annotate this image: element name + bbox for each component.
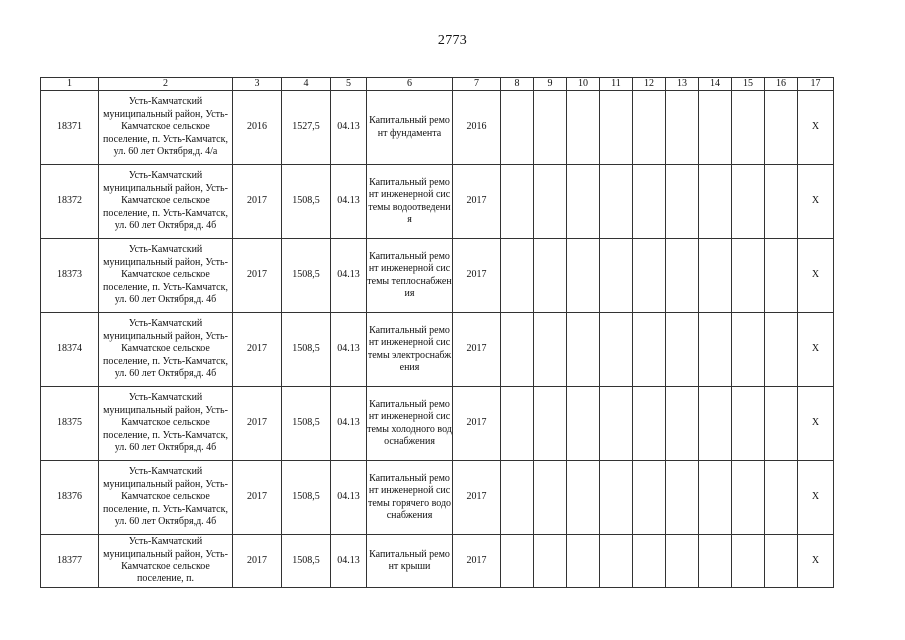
address-cell: Усть-Камчатский муниципальный район, Усть-Камчатское сельское поселение, п.: [99, 535, 233, 588]
row-id-cell: 18371: [41, 91, 99, 165]
empty-cell: [765, 165, 798, 239]
empty-cell: [732, 91, 765, 165]
column-header: 3: [233, 78, 282, 91]
address-cell: Усть-Камчатский муниципальный район, Усть-Камчатское сельское поселение, п. Усть-Камчатск, ул. 60 лет Октября,д. 4б: [99, 313, 233, 387]
column-header: 13: [666, 78, 699, 91]
empty-cell: [699, 239, 732, 313]
mark-cell: Х: [798, 461, 834, 535]
empty-cell: [633, 313, 666, 387]
empty-cell: [567, 387, 600, 461]
empty-cell: [666, 313, 699, 387]
area-cell: 1508,5: [282, 387, 331, 461]
empty-cell: [501, 461, 534, 535]
empty-cell: [534, 239, 567, 313]
row-id-cell: 18376: [41, 461, 99, 535]
year-built-cell: 2017: [233, 387, 282, 461]
row-id-cell: 18373: [41, 239, 99, 313]
empty-cell: [567, 91, 600, 165]
empty-cell: [534, 387, 567, 461]
empty-cell: [732, 239, 765, 313]
empty-cell: [501, 91, 534, 165]
empty-cell: [699, 165, 732, 239]
empty-cell: [699, 387, 732, 461]
empty-cell: [600, 535, 633, 588]
table-row: [41, 165, 834, 239]
empty-cell: [534, 461, 567, 535]
area-cell: 1508,5: [282, 239, 331, 313]
empty-cell: [600, 165, 633, 239]
address-cell: Усть-Камчатский муниципальный район, Усть-Камчатское сельское поселение, п. Усть-Камчатск, ул. 60 лет Октября,д. 4б: [99, 239, 233, 313]
column-header: 10: [567, 78, 600, 91]
empty-cell: [732, 461, 765, 535]
empty-cell: [600, 387, 633, 461]
work-type-cell: Капитальный ремонт инженерной системы водоотведения: [367, 165, 453, 239]
empty-cell: [765, 461, 798, 535]
code-cell: 04.13: [331, 387, 367, 461]
empty-cell: [699, 313, 732, 387]
row-id-cell: 18375: [41, 387, 99, 461]
code-cell: 04.13: [331, 91, 367, 165]
table-row: [41, 239, 834, 313]
empty-cell: [699, 461, 732, 535]
table-row: [41, 535, 834, 588]
column-header: 7: [453, 78, 501, 91]
empty-cell: [534, 165, 567, 239]
empty-cell: [633, 535, 666, 588]
area-cell: 1508,5: [282, 535, 331, 588]
empty-cell: [567, 165, 600, 239]
mark-cell: Х: [798, 165, 834, 239]
empty-cell: [633, 239, 666, 313]
plan-year-cell: 2017: [453, 387, 501, 461]
area-cell: 1527,5: [282, 91, 331, 165]
mark-cell: Х: [798, 313, 834, 387]
column-header: 11: [600, 78, 633, 91]
empty-cell: [600, 313, 633, 387]
empty-cell: [765, 387, 798, 461]
plan-year-cell: 2017: [453, 461, 501, 535]
work-type-cell: Капитальный ремонт инженерной системы холодного водоснабжения: [367, 387, 453, 461]
empty-cell: [666, 461, 699, 535]
table-row: [41, 313, 834, 387]
empty-cell: [666, 239, 699, 313]
empty-cell: [567, 535, 600, 588]
empty-cell: [666, 91, 699, 165]
work-type-cell: Капитальный ремонт инженерной системы электроснабжения: [367, 313, 453, 387]
work-type-cell: Капитальный ремонт инженерной системы теплоснабжения: [367, 239, 453, 313]
code-cell: 04.13: [331, 165, 367, 239]
empty-cell: [534, 535, 567, 588]
row-id-cell: 18377: [41, 535, 99, 588]
empty-cell: [732, 387, 765, 461]
row-id-cell: 18374: [41, 313, 99, 387]
empty-cell: [765, 91, 798, 165]
page-number: 2773: [437, 33, 468, 48]
mark-cell: Х: [798, 239, 834, 313]
plan-year-cell: 2017: [453, 313, 501, 387]
work-type-cell: Капитальный ремонт инженерной системы горячего водоснабжения: [367, 461, 453, 535]
column-header: 1: [41, 78, 99, 91]
work-type-cell: Капитальный ремонт крыши: [367, 535, 453, 588]
column-header: 5: [331, 78, 367, 91]
table-row: [41, 91, 834, 165]
repair-register-table: [40, 77, 834, 588]
mark-cell: Х: [798, 535, 834, 588]
empty-cell: [666, 535, 699, 588]
address-cell: Усть-Камчатский муниципальный район, Усть-Камчатское сельское поселение, п. Усть-Камчатск, ул. 60 лет Октября,д. 4б: [99, 387, 233, 461]
empty-cell: [567, 239, 600, 313]
column-header: 4: [282, 78, 331, 91]
empty-cell: [534, 313, 567, 387]
column-header: 12: [633, 78, 666, 91]
year-built-cell: 2017: [233, 239, 282, 313]
empty-cell: [600, 239, 633, 313]
address-cell: Усть-Камчатский муниципальный район, Усть-Камчатское сельское поселение, п. Усть-Камчатск, ул. 60 лет Октября,д. 4б: [99, 461, 233, 535]
plan-year-cell: 2017: [453, 239, 501, 313]
column-header: 16: [765, 78, 798, 91]
header-row: [41, 78, 834, 91]
empty-cell: [633, 165, 666, 239]
empty-cell: [633, 387, 666, 461]
empty-cell: [666, 165, 699, 239]
year-built-cell: 2016: [233, 91, 282, 165]
column-header: 14: [699, 78, 732, 91]
area-cell: 1508,5: [282, 165, 331, 239]
empty-cell: [633, 461, 666, 535]
plan-year-cell: 2017: [453, 165, 501, 239]
empty-cell: [534, 91, 567, 165]
empty-cell: [600, 461, 633, 535]
empty-cell: [600, 91, 633, 165]
year-built-cell: 2017: [233, 313, 282, 387]
address-cell: Усть-Камчатский муниципальный район, Усть-Камчатское сельское поселение, п. Усть-Камчатск, ул. 60 лет Октября,д. 4/а: [99, 91, 233, 165]
column-header: 8: [501, 78, 534, 91]
table-row: [41, 461, 834, 535]
column-header: 2: [99, 78, 233, 91]
empty-cell: [732, 535, 765, 588]
address-cell: Усть-Камчатский муниципальный район, Усть-Камчатское сельское поселение, п. Усть-Камчатск, ул. 60 лет Октября,д. 4б: [99, 165, 233, 239]
empty-cell: [765, 239, 798, 313]
year-built-cell: 2017: [233, 461, 282, 535]
empty-cell: [699, 535, 732, 588]
year-built-cell: 2017: [233, 535, 282, 588]
area-cell: 1508,5: [282, 461, 331, 535]
plan-year-cell: 2016: [453, 91, 501, 165]
empty-cell: [765, 535, 798, 588]
column-header: 6: [367, 78, 453, 91]
empty-cell: [501, 313, 534, 387]
column-header: 15: [732, 78, 765, 91]
empty-cell: [666, 387, 699, 461]
mark-cell: Х: [798, 387, 834, 461]
empty-cell: [765, 313, 798, 387]
row-id-cell: 18372: [41, 165, 99, 239]
empty-cell: [699, 91, 732, 165]
table-row: [41, 387, 834, 461]
code-cell: 04.13: [331, 461, 367, 535]
empty-cell: [501, 165, 534, 239]
empty-cell: [633, 91, 666, 165]
code-cell: 04.13: [331, 239, 367, 313]
code-cell: 04.13: [331, 313, 367, 387]
empty-cell: [567, 461, 600, 535]
area-cell: 1508,5: [282, 313, 331, 387]
empty-cell: [501, 239, 534, 313]
work-type-cell: Капитальный ремонт фундамента: [367, 91, 453, 165]
empty-cell: [501, 535, 534, 588]
mark-cell: Х: [798, 91, 834, 165]
plan-year-cell: 2017: [453, 535, 501, 588]
column-header: 9: [534, 78, 567, 91]
year-built-cell: 2017: [233, 165, 282, 239]
column-header: 17: [798, 78, 834, 91]
empty-cell: [567, 313, 600, 387]
empty-cell: [501, 387, 534, 461]
code-cell: 04.13: [331, 535, 367, 588]
empty-cell: [732, 313, 765, 387]
empty-cell: [732, 165, 765, 239]
